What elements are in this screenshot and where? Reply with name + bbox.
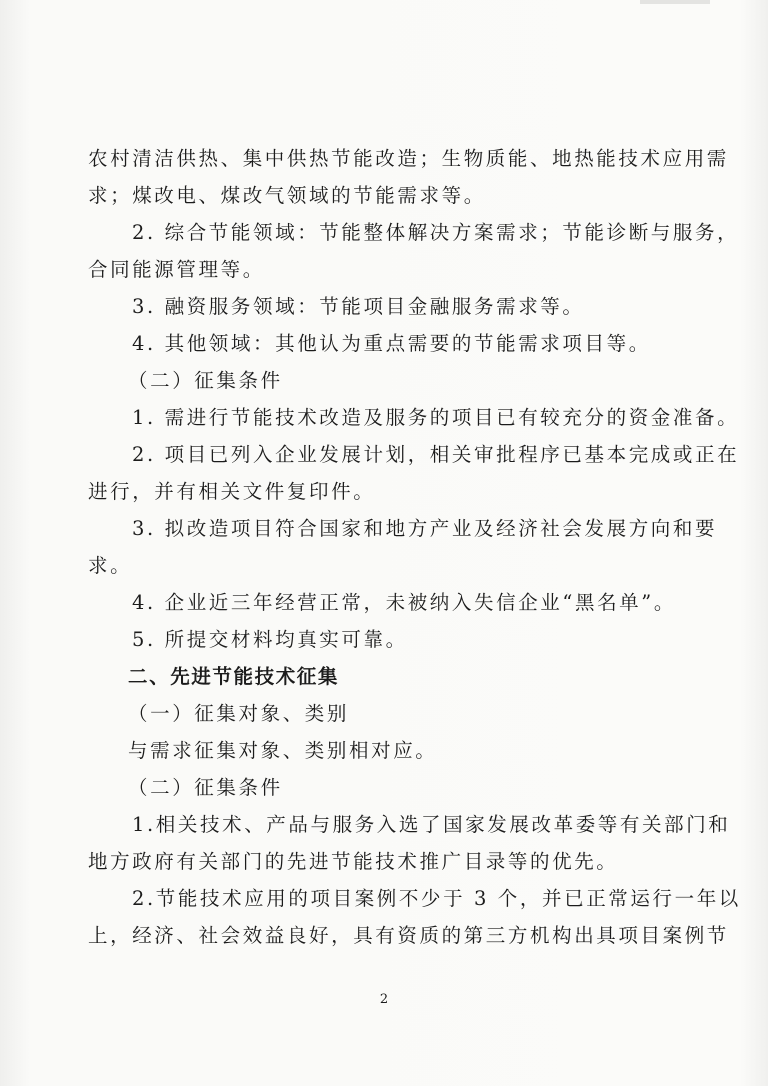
scan-mark <box>640 0 710 4</box>
chapter-heading: 二、先进节能技术征集 <box>128 665 340 688</box>
paragraph-line: 2. 项目已列入企业发展计划，相关审批程序已基本完成或正在 <box>132 443 740 466</box>
paragraph-line: 4. 其他领域：其他认为重点需要的节能需求项目等。 <box>132 332 651 355</box>
paragraph-line: 3. 拟改造项目符合国家和地方产业及经济社会发展方向和要 <box>132 517 718 540</box>
paragraph-line: 1.相关技术、产品与服务入选了国家发展改革委等有关部门和 <box>132 813 731 836</box>
paragraph-line: 农村清洁供热、集中供热节能改造；生物质能、地热能技术应用需 <box>88 147 729 170</box>
paragraph-line: 合同能源管理等。 <box>88 258 265 281</box>
paragraph-line: 求。 <box>88 554 133 577</box>
page-number: 2 <box>379 992 389 1007</box>
paragraph-line: 4. 企业近三年经营正常，未被纳入失信企业“黑名单”。 <box>132 591 676 614</box>
paragraph-line: 与需求征集对象、类别相对应。 <box>128 739 438 762</box>
paragraph-line: 上，经济、社会效益良好，具有资质的第三方机构出具项目案例节 <box>88 924 729 947</box>
paragraph-line: 求；煤改电、煤改气领域的节能需求等。 <box>88 184 486 207</box>
section-heading: （二）征集条件 <box>128 776 283 799</box>
paragraph-line: 2. 综合节能领域：节能整体解决方案需求；节能诊断与服务， <box>132 221 740 244</box>
section-heading: （一）征集对象、类别 <box>128 702 350 725</box>
paragraph-line: 3. 融资服务领域：节能项目金融服务需求等。 <box>132 295 585 318</box>
document-body <box>88 140 741 954</box>
paragraph-line: 地方政府有关部门的先进节能技术推广目录等的优先。 <box>88 850 619 873</box>
paragraph-line: 进行，并有相关文件复印件。 <box>88 480 376 503</box>
section-heading: （二）征集条件 <box>128 369 283 392</box>
paragraph-line: 1. 需进行节能技术改造及服务的项目已有较充分的资金准备。 <box>132 406 740 429</box>
paragraph-line: 2.节能技术应用的项目案例不少于 3 个，并已正常运行一年以 <box>132 887 741 910</box>
paragraph-line: 5. 所提交材料均真实可靠。 <box>132 628 408 651</box>
